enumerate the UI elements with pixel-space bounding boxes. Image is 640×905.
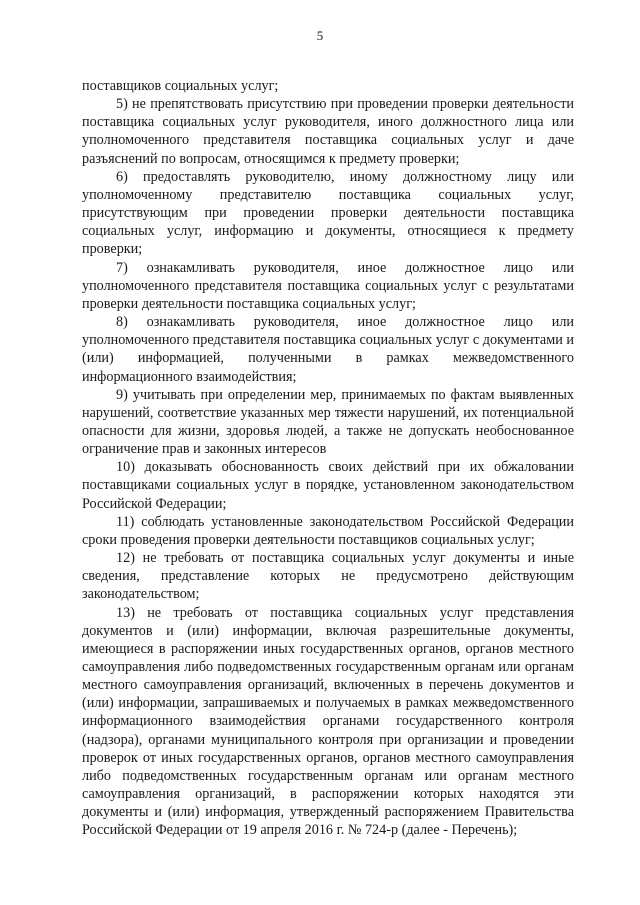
page-number: 5 <box>316 28 324 43</box>
list-item-9: 9) учитывать при определении мер, принимаемых по фактам выявленных нарушений, соответствие указанных мер тяжести нарушений, их потенциальной опасности для жизни, здоровья людей, а также не допускать необоснованное ограничение прав и законных интересов <box>82 386 574 458</box>
list-item-7: 7) ознакамливать руководителя, иное должностное лицо или уполномоченного представителя поставщика социальных услуг с результатами проверки деятельности поставщика социальных услуг; <box>82 259 574 312</box>
list-item-6: 6) предоставлять руководителю, иному должностному лицу или уполномоченному представителю поставщика социальных услуг, присутствующим при проведении проверки деятельности поставщика социальных услуг, информацию и документы, относящиеся к предмету проверки; <box>82 168 574 258</box>
document-body <box>82 77 574 840</box>
list-item-5: 5) не препятствовать присутствию при проведении проверки деятельности поставщика социальных услуг руководителя, иного должностного лица или уполномоченного представителя поставщика социальных услуг и даче разъяснений по вопросам, относящимся к предмету проверки; <box>82 96 574 167</box>
list-item-8: 8) ознакамливать руководителя, иное должностное лицо или уполномоченного представителя поставщика социальных услуг с документами и (или) информацией, полученными в рамках межведомственного информационного взаимодействия; <box>82 314 574 385</box>
list-item-11: 11) соблюдать установленные законодательством Российской Федерации сроки проведения проверки деятельности поставщиков социальных услуг; <box>82 513 574 548</box>
list-item-10: 10) доказывать обоснованность своих действий при их обжаловании поставщиками социальных услуг в порядке, установленном законодательством Российской Федерации; <box>82 459 574 512</box>
list-item-12: 12) не требовать от поставщика социальных услуг документы и иные сведения, представление которых не предусмотрено действующим законодательством; <box>82 550 574 603</box>
paragraph-continuation: поставщиков социальных услуг; <box>82 78 279 94</box>
list-item-13: 13) не требовать от поставщика социальных услуг представления документов и (или) информации, включая разрешительные документы, имеющиеся в распоряжении иных государственных органов, органов местного самоуправления либо подведомственных государственным органам или органам местного самоуправления организаций, включенных в перечень документов и (или) информации, запрашиваемых и получаемых в рамках межведомственного информационного взаимодействия органами государственного контроля (надзора), органами муниципального контроля при организации и проведении проверок от иных государственных органов, органов местного самоуправления либо подведомственных государственным органам или органам местного самоуправления организаций, в распоряжении которых находятся эти документы и (или) информация, утвержденный распоряжением Правительства Российской Федерации от 19 апреля 2016 г. № 724-р (далее - Перечень); <box>82 604 574 839</box>
